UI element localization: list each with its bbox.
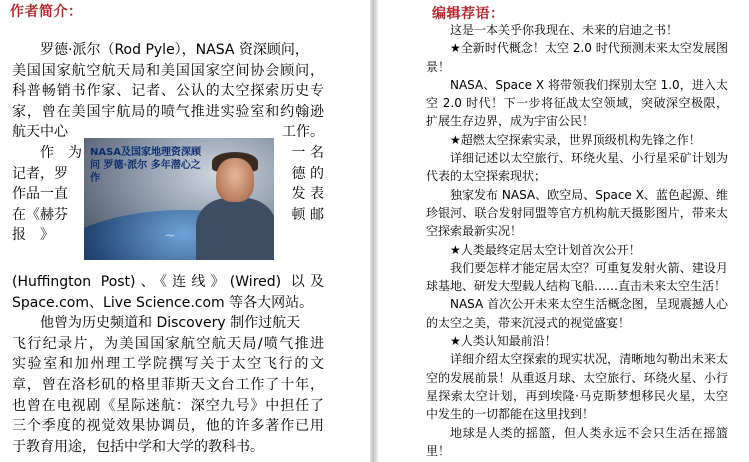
signature-mark: ~ [164,228,176,244]
recommendation-paragraph: ★全新时代概念！太空 2.0 时代预测未来太空发展图景！ [426,41,728,74]
editor-recommendation-body [426,21,728,460]
recommendation-paragraph: NASA、Space X 将带领我们探别太空 1.0，进入太空 2.0 时代！下一步将征战太空领域，突破深空极限，扩展生存边界，成为宇宙公民！ [426,77,728,129]
photo-caption: NASA及国家地理资深顾问 罗德·派尔 多年潜心之作 [90,147,202,184]
bio-wrap-row: 作 为 一 名 [40,144,324,161]
bio-line: 美国国家航空航天局和美国国家空间协会顾问， [12,62,324,79]
editor-recommendation-heading: 编辑荐语： [432,6,505,22]
author-photo [84,138,274,260]
recommendation-paragraph: 详细介绍太空探索的现实状况，清晰地勾勒出未来太空的发展前景！从重返月球、太空旅行、环绕火星、小行星探索太空计划，再到埃隆·马克斯梦想移民火星，太空中发生的一切都能在这里找到！ [426,352,728,422]
bio-line: 家，曾在美国宇航局的喷气推进实验室和约翰逊 [12,103,324,120]
recommendation-paragraph: 地球是人类的摇篮，但人类永远不会只生活在摇篮里！ [426,425,728,458]
bio-line: 三个季度的视觉效果协调员，他的许多著作已用 [12,418,324,435]
bio-line: (Huffington Post)、《连线》(Wired) 以及 [12,273,324,290]
recommendation-paragraph: 这是一本关乎你我现在、未来的启迪之书！ [450,23,679,37]
bio-line: 科普畅销书作家、记者、公认的太空探索历史专 [12,83,324,100]
author-intro-heading: 作者简介： [10,4,83,20]
bio-wrap-row: 在《赫芬 顿 邮 [12,206,324,223]
bio-wrap-row: 作品一直 发 表 [12,186,324,203]
bio-line: 于教育用途，包括中学和大学的教科书。 [12,438,264,455]
recommendation-paragraph: ★人类认知最前沿！ [450,334,557,349]
recommendation-paragraph: 独家发布 NASA、欧空局、Space X、蓝色起源、维珍银河、联合发射同盟等官方机构航天摄影图片，带来太空探索最新实况！ [426,187,728,239]
recommendation-paragraph: ★超燃太空探索实录，世界顶级机构先锋之作！ [450,132,701,147]
bio-line: 章，曾在洛杉矶的格里菲斯天文台工作了十年， [12,376,324,393]
bio-line: 实验室和加州理工学院撰写关于太空飞行的文 [12,356,324,373]
book-gutter [370,0,378,462]
bio-line: 他曾为历史频道和 Discovery 制作过航天 [40,315,301,332]
bio-line: 罗德·派尔（Rod Pyle），NASA 资深顾问， [40,42,309,58]
recommendation-paragraph: NASA 首次公开未来太空生活概念图，呈现震撼人心的太空之美，带来沉浸式的视觉盛宴！ [426,297,728,330]
bio-wrap-row: 记者，罗 德 的 [12,165,324,182]
recommendation-paragraph: 详细记述以太空旅行、环绕火星、小行星采矿计划为代表的太空探索现状； [426,151,728,184]
bio-line: 也曾在电视剧《星际迷航：深空九号》中担任了 [12,397,324,414]
bio-line: 飞行纪录片，为美国国家航空航天局/喷气推进 [12,335,324,352]
recommendation-paragraph: 我们要怎样才能定居太空？可重复发射火箭、建设月球基地、研发大型载人结构飞船……直击未来太空生活！ [426,260,728,294]
bio-line: Space.com、Live Science.com 等各大网站。 [12,294,314,311]
author-figure [196,198,274,260]
recommendation-paragraph: ★人类最终定居太空计划首次公开！ [450,242,641,257]
bio-wrap-row: 报 》 [12,227,54,244]
bio-wrap-row: 航天中心 工作。 [12,124,324,141]
author-face [216,158,254,202]
left-page [0,0,370,462]
